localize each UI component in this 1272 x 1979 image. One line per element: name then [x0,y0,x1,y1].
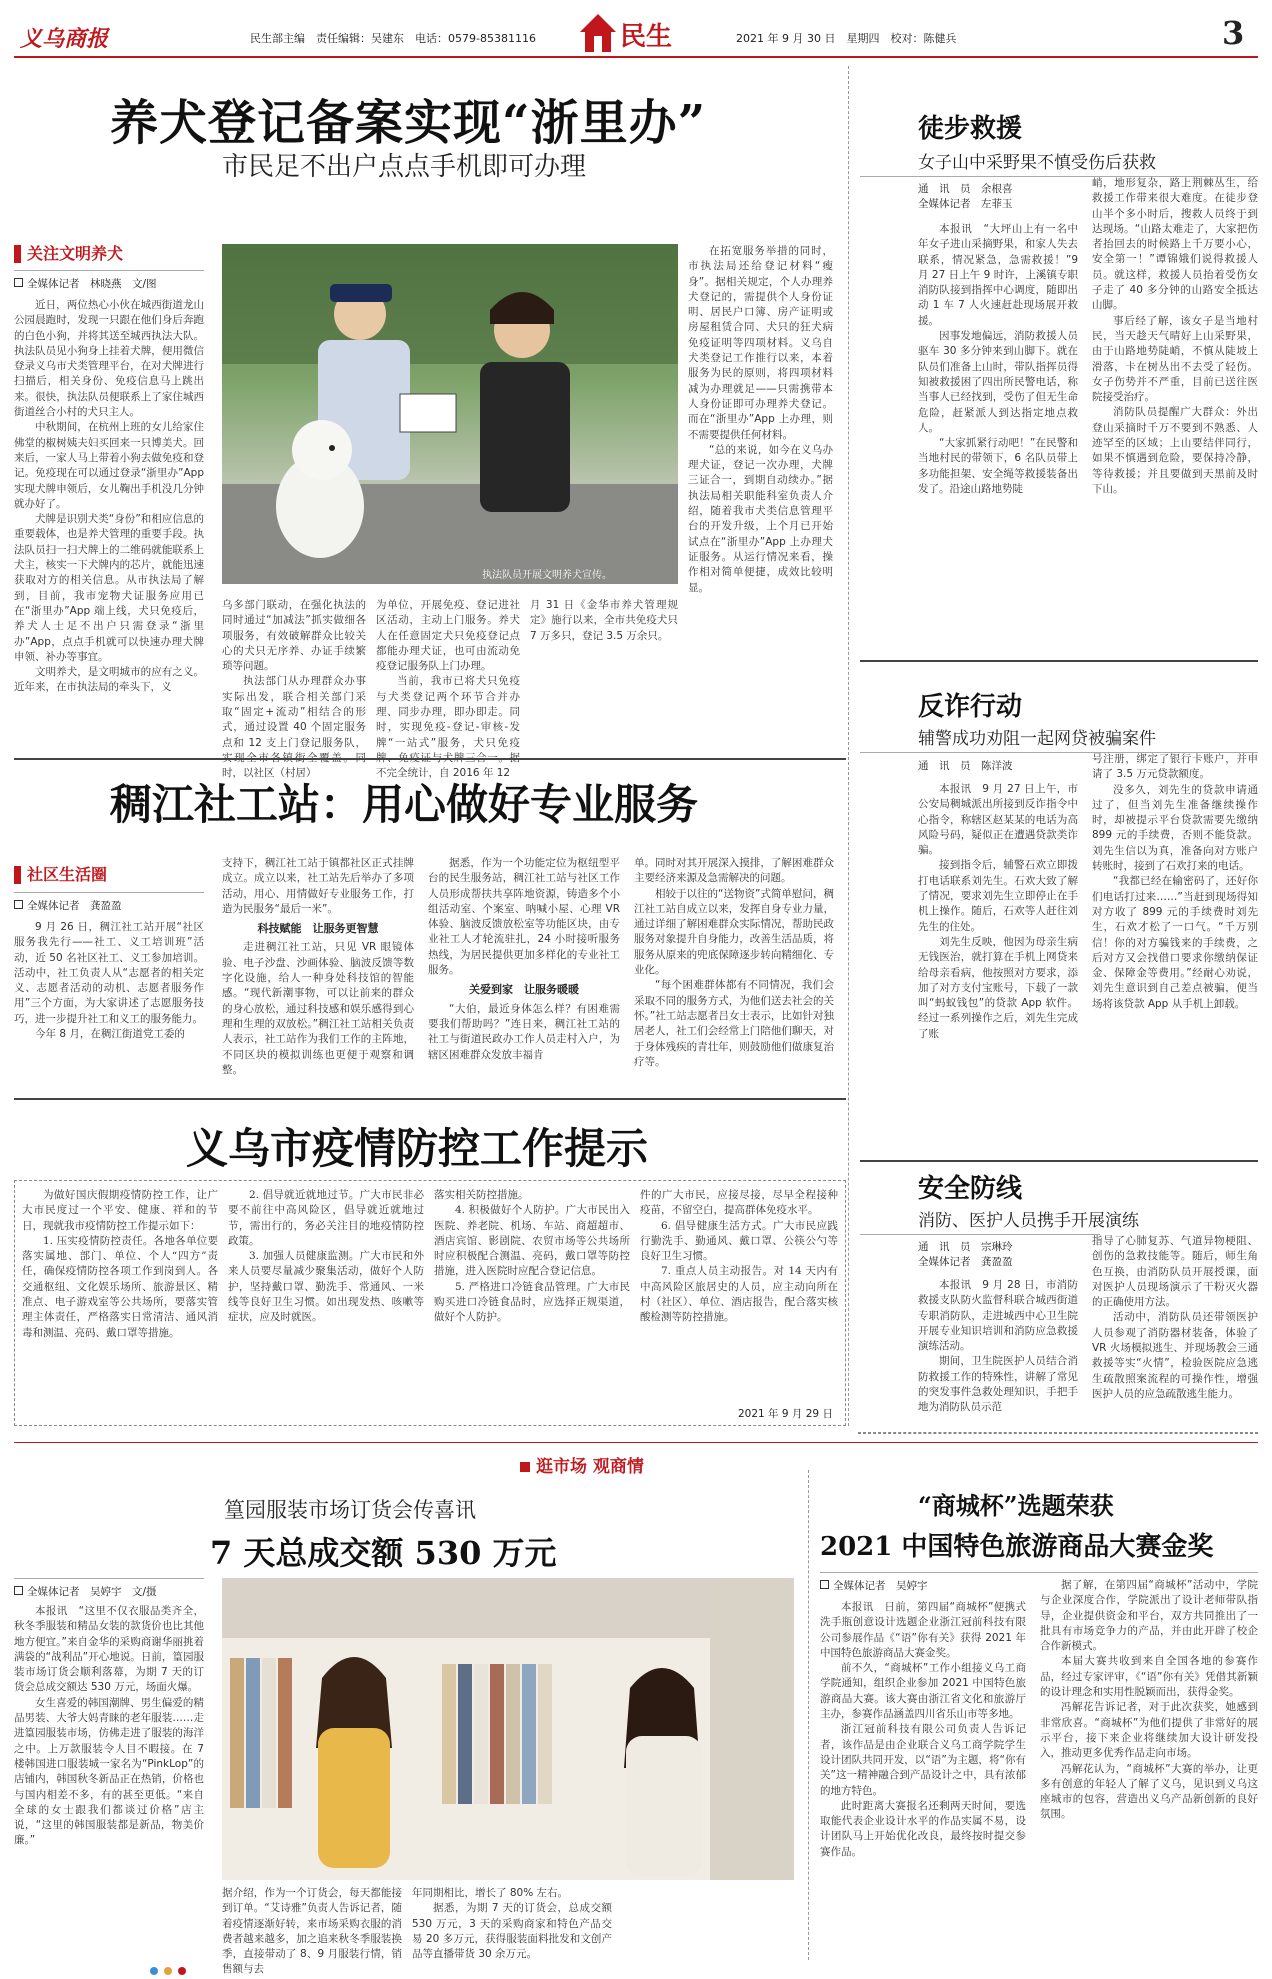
a8-c2-p0: 据介绍，作为一个订货会，每天都能接到订单。“艾诗雅”负责人告诉记者，随着疫情逐渐好转，来市场采购衣服的消费者越来越多，加之追来秋冬季服装换季，直接带动了 8、9 月服装行情，销售额与去 [222,1887,402,1976]
a5-byline-a: 通 讯 员 宗琳玲 [918,1241,1013,1253]
a6-c1-p1: 1. 压实疫情防控责任。各地各单位要落实属地、部门、单位、个人“四方”责任，确保疫情防控各项工作到岗到人。各交通枢纽、文化娱乐场所、旅游景区、精准点、电子游戏室等公共场所，要落实管理主体责任，严格落实日常清洁、通风消毒和测温、亮码、戴口罩等措施。 [22,1234,218,1339]
house-icon [576,10,620,54]
a2-c1-p0: 9 月 26 日，稠江社工站开展“社区服务我先行——社工、义工培训班”活动，近 50 名社区社工、义工参加培训。活动中，社工负责人从“志愿者的相关定义、志愿者活动的动机、志愿者服务作用”三个方面，为大家讲述了志愿服务技巧，进一步提升社工和义工的服务能力。 [14,921,204,1025]
a9-kicker: “商城杯”选题荣获 [918,1491,1114,1520]
a4-col1 [918,782,1078,1152]
a4-title: 反诈行动 [918,692,1023,722]
a8-col3 [412,1886,612,1961]
a1-c2-p0: 乌多部门联动，在强化执法的同时通过“加减法”抓实做细各项服务，有效破解群众比较关心的犬只无序养、办证手续繁琐等问题。 [222,599,366,673]
a1-caption: 执法队员开展文明养犬宣传。 [482,570,612,581]
section2-header [520,1452,644,1477]
a8-c3-p0: 年同期相比，增长了 80% 左右。 [412,1887,569,1899]
section-badge [576,10,696,54]
a3-byline-a: 通 讯 员 余根喜 [918,183,1013,195]
a9-c1-p2: 浙江冠前科技有限公司负责人告诉记者，该作品是由企业联合义乌工商学院学生设计团队共同开发，以“语”为主题，将“你有关”这一精神融合到产品设计之中，具有浓郁的地方特色。 [820,1723,1026,1797]
a7-box [858,1432,1258,1434]
user-icon [14,1586,23,1595]
a1-c1-p3: 文明养犬，是文明城市的应有之义。近年来，在市执法局的牵头下，义 [14,666,204,694]
a3-c1-p2: “大家抓紧行动吧！”在民警和当地村民的带领下，6 名队员带上多功能担架、安全绳等救援装备出发了。沿途山路地势陡 [918,437,1078,496]
a6-c4-p0: 件的广大市民，应接尽接，尽早全程接种疫苗，不留空白，提高群体免疫水平。 [640,1189,838,1217]
a3-title: 徒步救援 [918,114,1023,144]
a6-c3-p0: 落实相关防控措施。 [434,1189,529,1201]
a8-c1-p0: 本报讯 “这里不仅衣服品类齐全，秋冬季服装和精品女装的款货价也比其他地方便宜。”来自金华的采购商谢华丽挑着满袋的“战利品”开心地说。日前，篁园服装市场订货会顺利落幕，为期 7 天的订货会总成交额达 530 万元，场面火爆。 [14,1605,204,1694]
a1-photo [222,244,678,584]
section-name: 民生 [620,22,673,52]
a6-c4-p1: 6. 倡导健康生活方式。广大市民应践行勤洗手、勤通风、戴口罩、公筷公勺等良好卫生习惯。 [640,1219,838,1263]
a1-c5-p2: “总的来说，如今在义乌办理犬证，登记一次办理，犬牌三证合一，到期自动续办。”据执法局相关职能科室负责人介绍，随着我市犬类信息管理平台的开发升级，上个月已开始试点在“浙里办”App 上办理犬证服务。从运行情况来看，操作相对简单便捷，成效比较明显。 [688,443,833,594]
a6-c3-p2: 5. 严格进口冷链食品管理。广大市民购买进口冷链食品时，应选择正规渠道，做好个人防护。 [434,1280,630,1324]
a2-c3b-p0: “大伯，最近身体怎么样？有困难需要我们帮助吗？”连日来，稠江社工站的社工与街道民政办工作人员走村入户，为辖区困难群众发放丰福肯 [428,1002,620,1061]
a1-c1-p1: 中秋期间，在杭州上班的女儿给家住佛堂的椒树姨夫妇买回来一只博美犬。回来后，一家人马上带着小狗去做免疫和登记。免疫现在可以通过登录“浙里办”App 实现犬牌申领后，女儿鞠出手机没几分钟就办好了。 [14,421,204,510]
a3-c2-p0: 峭，地形复杂，路上荆棘丛生，给救援工作带来很大难度。在徒步登山半个多小时后，搜救人员终于到达现场。“山路太难走了，大家把伤者抬回去的时候路上千万要小心，安全第一！”谭锦娥们说得救援人员。就这样，救援人员抬着受伤女子走了 40 多分钟的山路安全抵达山脚。 [1092,177,1258,312]
a1-col5 [688,244,833,748]
a4-c1-p2: 刘先生反映，他因为母亲生病无钱医治，就打算在手机上网贷来给母亲看病，他按照对方要求，添加了对方支付宝账号，下载了一款叫“蚂蚁钱包”的贷款 App 软件。经过一系列操作之后，刘先生完成了账 [918,935,1078,1040]
a8-col2 [222,1886,402,1976]
user-icon [820,1580,829,1589]
a9-byline [820,1578,928,1593]
a9-c2-p0: 据了解，在第四届“商城杯”活动中，学院与企业深度合作，学院派出了设计老师带队指导，企业提供资金和平台，双方共同推出了一批具有市场竞争力的产品，并由此开辟了校企合作新模式。 [1040,1579,1258,1653]
a8-col4 [622,1886,794,1958]
a8-kicker: 篁园服装市场订货会传喜讯 [224,1498,476,1522]
a2-col3 [428,856,620,1088]
a2-c4-p0: 单。同时对其开展深入摸排，了解困难群众主要经济来源及急需解决的问题。 [634,857,834,885]
a1-title: 养犬登记备案实现“浙里办” [110,95,707,151]
a8-title: 7 天总成交额 530 万元 [210,1534,557,1572]
a8-byline [14,1584,157,1599]
a1-c5-p1: 在拓宽服务举措的同时，市执法局还给登记材料“瘦身”。据相关规定，个人办理养犬登记的，需提供个人身份证明、居民户口簿、房产证明或房屋租赁合同、犬只的狂犬病免疫证明等四项材料。义乌自犬类登记工作推行以来，本着服务为民的原则，将四项材料减为办理就足——只需携带本人身份证即可办理养犬登记。而在“浙里办”App 上办理，则不需要提供任何材料。 [688,245,833,441]
a2-column-tag: 社区生活圈 [14,866,204,884]
a1-column-tag: 关注文明养犬 [14,245,204,263]
a1-c2-p1: 执法部门从办理群众办事实际出发，联合相关部门采取“固定+流动”相结合的形式，通过设置 40 个固定服务点和 12 支上门登记服务队，实现全市各镇街全覆盖。同时，以社区（村居） [222,675,366,780]
a4-byline [918,758,1013,773]
a9-c1-p0: 本报讯 日前，第四届“商城杯”便携式洗手瓶创意设计选题企业浙江冠前科技有限公司参展作品《“语”你有关》获得 2021 年中国特色旅游商品大赛金奖。 [820,1601,1026,1659]
clothing-market-photo [222,1578,794,1880]
a2-c4-p1: 相较于以往的“送物资”式简单慰问，稠江社工站自成立以来，发挥自身专业力量，通过详细了解困难群众实际情况，帮助民政服务对象提升自身能力，改善生活品质，将服务从原来的兜底保障逐步转向精细化、专业化。 [634,887,834,977]
a2-byline-text: 全媒体记者 龚盈盈 [27,900,122,912]
a4-c2-p0: 号注册，绑定了银行卡账户，并申请了 3.5 万元贷款额度。 [1092,753,1258,781]
a2-col4 [634,856,834,1088]
a1-byline [14,276,157,291]
a1-c3-p1: 当前，我市已将犬只免疫与犬类登记两个环节合并办理、同步办理，即办即走。同时，实现免疫-登记-审核-发牌“一站式”服务，犬只免疫牌、免疫证与犬牌三合一。据不完全统计，自 2016 年 12 [376,675,520,780]
masthead [0,0,1272,66]
a5-byline-b: 全媒体记者 龚盈盈 [918,1256,1013,1268]
a4-c2-p2: “我都已经在输密码了，还好你们电话打过来……”当赶到现场得知对方收了 899 元的手续费时刘先生，石欢才松了一口气。“千万别信！你的对方骗钱来的手续费，之后对方又会找借口要求你缴纳保证金、保障金等费用。”经耐心劝说，刘先生意识到自己差点被骗，便当场将该贷款 App 从手机上卸载。 [1092,875,1258,1010]
a3-byline-b: 全媒体记者 左菲玉 [918,198,1013,210]
a1-col4 [530,598,678,748]
a9-col1 [820,1600,1026,1954]
a3-c2-p2: 消防队员提醒广大群众：外出登山采摘时千万不要到不熟悉、人迹罕至的区域；上山要结伴同行，如果不慎遇到危险，要保持冷静，等待救援；并且要做到天黑前及时下山。 [1092,406,1258,495]
a8-c3-p1: 据悉，为期 7 天的订货会，总成交额 530 万元，3 天的采购商家和特色产品交易 20 多万元，获得服装面料批发和文创产品等直播带货 30 余万元。 [412,1902,612,1961]
a3-col1 [918,222,1078,652]
a8-byline-text: 全媒体记者 吴婷宇 文/摄 [27,1586,157,1598]
a2-title: 稠江社工站：用心做好专业服务 [110,780,699,829]
a6-col1 [22,1188,218,1420]
a5-subtitle: 消防、医护人员携手开展演练 [918,1211,1139,1231]
a5-c2-p1: 活动中，消防队员还带领医护人员参观了消防器材装备，体验了 VR 火场模拟逃生、并现场教会三通救援等实“火情”，检验医院应急逃生疏散照案流程的可操作性，增强医护人员的应急疏散逃生能力。 [1092,1311,1258,1400]
a5-c2-p0: 指导了心肺复苏、气道异物梗阻、创伤的急救技能等。随后，师生角色互换，由消防队员开展授课，面对医护人员现场演示了干粉灭火器的正确使用方法。 [1092,1235,1258,1309]
a9-title: 2021 中国特色旅游商品大赛金奖 [820,1532,1214,1562]
a8-photo [222,1578,794,1880]
a5-title: 安全防线 [918,1174,1023,1204]
a2-c3-p0: 据悉，作为一个功能定位为枢纽型平台的民生服务站，稠江社工站与社区工作人员形成帮扶共享阵地资源，铸造多个小组活动室、个案室、呐喊小屋、心理 VR 体验、脑波反馈放松室等功能区块，由专业社工人才轮流驻扎，24 小时接听服务热线，为居民提供更加多样化的专业社工服务。 [428,857,620,977]
a4-c2-p1: 没多久，刘先生的贷款申请通过了，但当刘先生准备继续操作时，却被提示平台贷款需要先缴纳 899 元的手续费，否则不能贷款。刘先生信以为真，准备向对方账户转账时，接到了石欢打来的电话。 [1092,783,1258,873]
a1-byline-text: 全媒体记者 林晓燕 文/图 [27,278,157,290]
date-info: 2021 年 9 月 30 日 星期四 校对：陈健兵 [736,32,957,45]
a9-c1-p1: 前不久，“商城杯”工作小组接义乌工商学院通知，组织企业参加 2021 中国特色旅游商品大赛。该大赛由浙江省文化和旅游厅主办，参赛作品涵盖四川省乐山市等多地。 [820,1662,1026,1721]
user-icon [14,278,23,287]
a4-subtitle: 辅警成功劝阻一起网贷被骗案件 [918,729,1156,749]
a2-sub1: 科技赋能 让服务更智慧 [257,922,379,936]
a6-c2-p1: 3. 加强人员健康监测。广大市民和外来人员要尽量减少聚集活动，做好个人防护，坚持戴口罩、勤洗手、常通风、一米线等良好卫生习惯。如出现发热、咳嗽等症状，应及时就医。 [228,1250,424,1324]
a6-date: 2021 年 9 月 29 日 [738,1408,833,1420]
a5-col2 [1092,1234,1258,1428]
a1-c1-p2: 犬牌是识别犬类“身份”和相应信息的重要载体，也是养犬管理的重要手段。执法队员扫一扫犬牌上的二维码就能联系上犬主，核实一下犬牌内的芯片，就能迅速获取对方的相关信息。从市执法局了解到，目前，我市宠物犬证服务应用已在“浙里办”App 端上线，犬只免疫后，养犬人士足不出户只需登录“浙里办”App，点点手机就可以快速办理犬牌申领、补办等事宜。 [14,513,204,663]
dog-registration-photo [222,244,678,584]
a3-c1-p1: 因事发地偏远，消防救援人员驱车 30 多分钟来到山脚下。就在队员们准备上山时，带队指挥员得知被救援困了四出所民警电话，称当事人已经找到，受伤了但无生命危险，赶紧派人到达指定地点救人。 [918,330,1078,434]
a2-c4-p2: “每个困难群体都有不同情况，我们会采取不同的服务方式，为他们送去社会的关怀。”社工站志愿者吕女士表示，比如针对独居老人，社工们会经常上门陪他们聊天，对于身体残疾的青壮年，则鼓励他们做康复治疗等。 [634,979,834,1068]
a5-c1-p1: 期间，卫生院医护人员结合消防救援工作的特殊性，讲解了常见的突发事件急救处理知识，手把手地为消防队员示范 [918,1355,1078,1414]
a9-c1-p3: 此时距离大赛报名还剩两天时间，要选取能代表企业设计水平的作品实属不易，设计团队马上开始优化改良，最终按时提交参赛作品。 [820,1799,1026,1858]
a2-sub2: 关爱到家 让服务暖暖 [469,983,579,997]
a4-c1-p0: 本报讯 9 月 27 日上午，市公安局稠城派出所接到反诈指令中心指令，称辖区赵某某的电话为高风险号码，疑似正在遭遇贷款类诈骗。 [918,783,1078,857]
footer-dots [150,1960,1150,1968]
a5-c1-p0: 本报讯 9 月 28 日，市消防救援支队防火监督科联合城西街道专职消防队，走进城西中心卫生院开展专业知识培训和消防应急救援演练活动。 [918,1279,1078,1353]
a4-col2 [1092,752,1258,1152]
masthead-logo: 义乌商报 [20,26,109,52]
a9-byline-text: 全媒体记者 吴婷宇 [833,1580,928,1592]
a8-col1 [14,1604,204,1952]
a9-col2 [1040,1578,1258,1954]
a5-byline [918,1240,1013,1270]
a2-col1 [14,920,204,1088]
a9-c2-p1: 本届大赛共收到来自全国各地的参赛作品，经过专家评审，《“语”你有关》凭借其新颖的设计理念和实用性脱颖而出，获得金奖。 [1040,1655,1258,1699]
a1-col2 [222,598,366,780]
a6-col2 [228,1188,424,1420]
a3-col2 [1092,176,1258,652]
a1-subtitle: 市民足不出户点点手机即可办理 [222,152,587,182]
a3-byline [918,182,1013,212]
a1-col3 [376,598,520,780]
page-number: 3 [1222,14,1245,52]
a6-col3 [434,1188,630,1420]
a1-col1 [14,298,204,738]
a9-c2-p3: 冯解花认为，“商城杯”大赛的举办，让更多有创意的年轻人了解了义乌，见识到义乌这座城市的包容，营造出义乌产品新创新的良好氛围。 [1040,1762,1258,1821]
a9-c2-p2: 冯解花告诉记者，对于此次获奖，她感到非常欣喜。“商城杯”为他们提供了非常好的展示平台，接下来企业将继续加大设计研发投入，推动更多优秀作品走向市场。 [1040,1701,1258,1760]
a2-c2-p0: 支持下，稠江社工站于镇都社区正式挂牌成立。成立以来，社工站先后举办了多项活动，用心、用情做好专业服务工作，打造为民服务“最后一米”。 [222,857,414,915]
a4-byline-a: 通 讯 员 陈洋波 [918,760,1013,772]
section2-label: 逛市场 观商情 [536,1457,644,1477]
a2-byline [14,898,122,913]
a2-c1-p1: 今年 8 月，在稠江街道党工委的 [35,1028,185,1041]
a4-c1-p1: 接到指令后，辅警石欢立即拨打电话联系刘先生。石欢大致了解了情况，要求刘先生立即停止在手机上操作。随后，石欢等人赶往刘先生的住处。 [918,859,1078,933]
a6-c3-p1: 4. 积极做好个人防护。广大市民出入医院、养老院、机场、车站、商超超市、酒店宾馆、影剧院、农贸市场等公共场所时应积极配合测温、亮码，戴口罩等防控措施，进入医院时应配合登记信息。 [434,1204,630,1278]
a8-c1-p1: 女生喜爱的韩国潮牌、男生偏爱的精品男装、大爷大妈青睐的老年服装……走进篁园服装市场，仿佛走进了服装的海洋之中。上万款服装令人目不暇接。在 7 楼韩国进口服装城一家名为“PinkLop”的店铺内，韩国秋冬新品正在热销，价格也与国内相差不多，有的甚至更低。“来自全球的女士跟我们都谈过价格”店主说，“这里的韩国服装都是新品，物美价廉。” [14,1696,204,1847]
a3-c1-p0: 本报讯 “大坪山上有一名中年女子进山采摘野果，和家人失去联系，情况紧急，急需救援！”9 月 27 日上午 9 时许，上溪镇专职消防队接到指挥中心调度，随即出动 1 车 7 人火速赶赴现场展开救援。 [918,223,1078,327]
editor-info: 民生部主编 责任编辑：吴建东 电话：0579-85381116 [250,32,536,45]
a6-c2-p0: 2. 倡导就近就地过节。广大市民非必要不前往中高风险区，倡导就近就地过节，需出行的，务必关注目的地疫情防控政策。 [228,1189,424,1247]
a2-c2b-p0: 走进稠江社工站，只见 VR 眼镜体验、电子沙盘、沙画体验、脑波反馈等数字化设施，给人一种身处科技馆的智能感。“现代新潮事物，可以让前来的群众的身心放松，通过科技感和娱乐感得到心理和生理的双放松。”稠江社工站相关负责人表示，社工站作为我们工作的主阵地，不同区块的模拟训练也更便于观察和调整。 [222,941,414,1076]
a6-c1-p0: 为做好国庆假期疫情防控工作，让广大市民度过一个平安、健康、祥和的节日，现就我市疫情防控工作提示如下： [22,1189,218,1232]
a1-c4-p0: 月 31 日《金华市养犬管理规定》施行以来，全市共免疫犬只 7 万多只，登记 3.5 万余只。 [530,599,678,642]
a2-col2 [222,856,414,1088]
a6-title: 义乌市疫情防控工作提示 [186,1124,649,1173]
a1-c3-p0: 为单位，开展免疫、登记进社区活动，主动上门服务。养犬人在任意固定犬只免疫登记点都能办理犬证，也可由流动免疫登记服务队上门办理。 [376,599,520,673]
a3-c2-p1: 事后经了解，该女子是当地村民，当天趁天气晴好上山采野果，由于山路地势陡峭，不慎从陡坡上滑落，卡在树丛出不去受了轻伤。女子伤势并不严重，目前已送往医院接受治疗。 [1092,314,1258,404]
a3-subtitle: 女子山中采野果不慎受伤后获救 [918,153,1156,173]
a5-col1 [918,1278,1078,1428]
a6-c4-p2: 7. 重点人员主动报告。对 14 天内有中高风险区旅居史的人员，应主动向所在村（社区）、单位、酒店报告，配合落实核酸检测等防控措施。 [640,1265,838,1324]
a1-c1-p0: 近日，两位热心小伙在城西街道龙山公园晨跑时，发现一只跟在他们身后奔跑的白色小狗，并将其送至城西执法大队。执法队员见小狗身上挂着犬牌，便用微信登录义乌市犬类管理平台，在对犬牌进行扫描后，相关身份、免疫信息马上跳出来。很快，执法队员便联系上了家住城西街道丝合小村的犬只主人。 [14,299,204,419]
a6-col4 [640,1188,838,1402]
user-icon [14,900,23,909]
